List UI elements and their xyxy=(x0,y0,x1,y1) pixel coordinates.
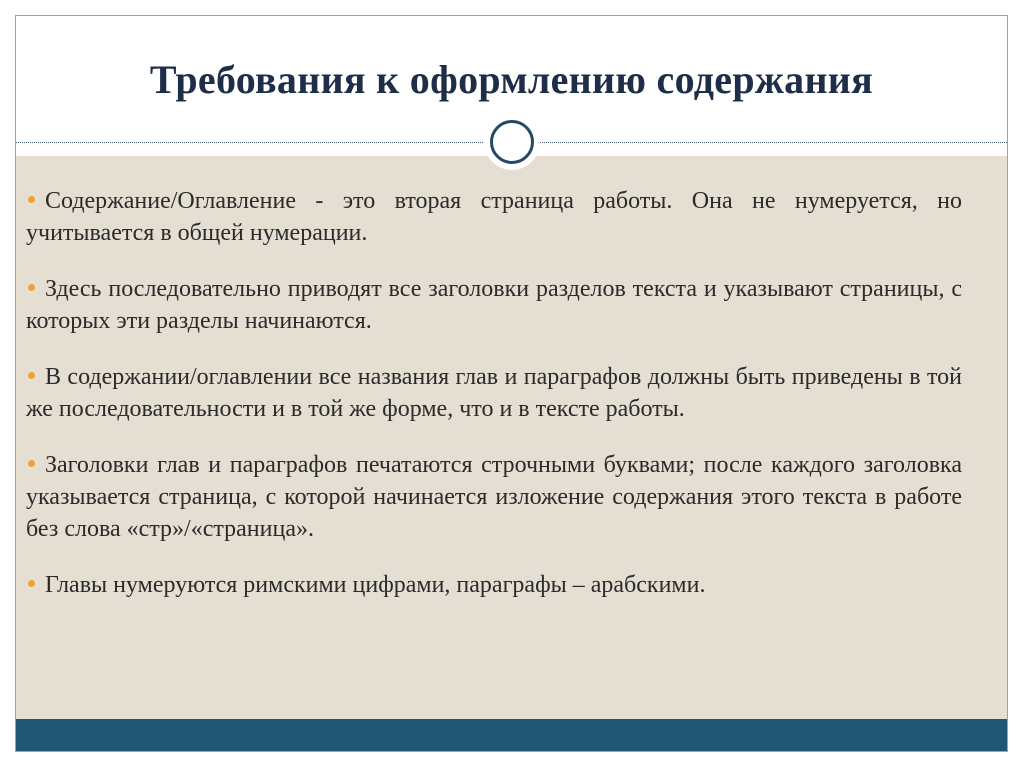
bullet-dot-icon xyxy=(28,460,35,467)
bottom-bar xyxy=(16,719,1007,751)
bullet-text: Заголовки глав и параграфов печатаются строчными буквами; после каждого заголовка указывается страница, с которой начинается изложение содержания этого текста в работе без слова «стр»/«страница». xyxy=(26,452,962,542)
circle-ring xyxy=(490,120,534,164)
bullet-item xyxy=(26,449,962,545)
decorative-circle-icon xyxy=(484,114,540,170)
bullet-text: Здесь последовательно приводят все заголовки разделов текста и указывают страницы, с которых эти разделы начинаются. xyxy=(26,276,962,334)
bullet-item xyxy=(26,185,962,249)
bullet-list xyxy=(26,185,962,625)
bullet-dot-icon xyxy=(28,372,35,379)
bullet-dot-icon xyxy=(28,196,35,203)
bullet-item xyxy=(26,361,962,425)
bullet-text: Главы нумеруются римскими цифрами, параграфы – арабскими. xyxy=(45,572,706,598)
bullet-text: Содержание/Оглавление - это вторая страница работы. Она не нумеруется, но учитывается в общей нумерации. xyxy=(26,188,962,246)
bullet-item xyxy=(26,569,962,601)
bullet-dot-icon xyxy=(28,580,35,587)
bullet-item xyxy=(26,273,962,337)
slide-title: Требования к оформлению содержания xyxy=(149,57,874,102)
bullet-dot-icon xyxy=(28,284,35,291)
bullet-text: В содержании/оглавлении все названия глав и параграфов должны быть приведены в той же последовательности и в той же форме, что и в тексте работы. xyxy=(26,364,962,422)
